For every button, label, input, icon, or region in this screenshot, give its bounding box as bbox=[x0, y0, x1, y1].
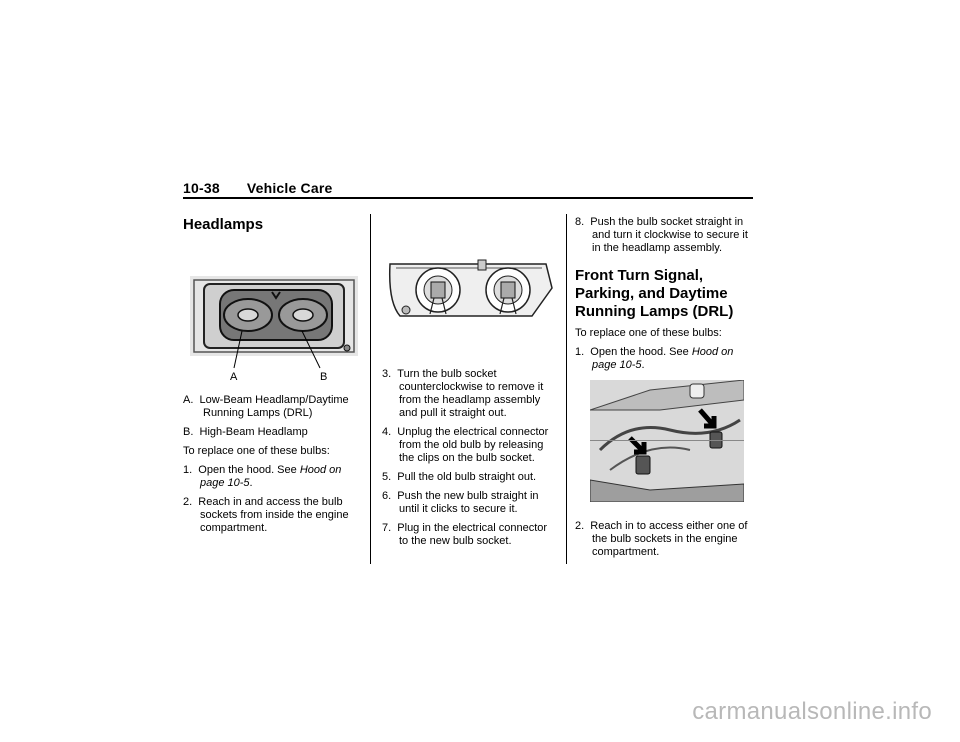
step-1: 1. Open the hood. See Hood on page 10-5. bbox=[183, 464, 342, 489]
watermark: carmanualsonline.info bbox=[692, 698, 932, 725]
header-rule bbox=[183, 197, 753, 199]
page-number: 10-38 bbox=[183, 180, 220, 196]
step-3: 3. Turn the bulb socket counterclockwise to remove it from the headlamp assembly and pull it straight out. bbox=[382, 368, 544, 419]
turn-signal-heading: Front Turn Signal, Parking, and Daytime Running Lamps (DRL) bbox=[575, 267, 734, 320]
hood-link-2[interactable]: Hood on page 10-5 bbox=[592, 346, 734, 371]
section-title: Vehicle Care bbox=[246, 180, 333, 196]
turn-signal-figure bbox=[590, 380, 744, 502]
step-5: 5. Pull the old bulb straight out. bbox=[382, 471, 537, 483]
column-3 bbox=[575, 216, 755, 372]
step-2: 2. Reach in and access the bulb sockets from inside the engine compartment. bbox=[183, 496, 349, 534]
intro-text-2: To replace one of these bulbs: bbox=[575, 327, 722, 339]
headlamps-heading: Headlamps bbox=[183, 216, 264, 233]
column-3-bottom bbox=[575, 520, 755, 559]
legend-b: B. High-Beam Headlamp bbox=[183, 426, 308, 438]
headlamp-figure bbox=[190, 276, 358, 386]
headlamp-assembly-figure bbox=[382, 258, 554, 324]
legend-a: A. Low-Beam Headlamp/Daytime Running Lamps (DRL) bbox=[183, 394, 349, 419]
step-8: 8. Push the bulb socket straight in and turn it clockwise to secure it in the headlamp assembly. bbox=[575, 216, 748, 254]
column-1-body bbox=[183, 394, 358, 535]
column-2 bbox=[382, 368, 554, 548]
step-4: 4. Unplug the electrical connector from the old bulb by releasing the clips on the bulb socket. bbox=[382, 426, 549, 464]
callout-label-b: B bbox=[320, 371, 328, 383]
step-6: 6. Push the new bulb straight in until it clicks to secure it. bbox=[382, 490, 539, 515]
column-divider-2 bbox=[566, 214, 567, 564]
page-header bbox=[183, 180, 333, 196]
callout-label-a: A bbox=[230, 371, 238, 383]
hood-link[interactable]: Hood on page 10-5 bbox=[200, 464, 342, 489]
turn-signal-socket bbox=[636, 456, 650, 474]
step-1b: 1. Open the hood. See Hood on page 10-5. bbox=[575, 346, 734, 371]
column-1 bbox=[183, 216, 358, 234]
step-2b: 2. Reach in to access either one of the bulb sockets in the engine compartment. bbox=[575, 520, 748, 558]
intro-text: To replace one of these bulbs: bbox=[183, 445, 330, 457]
column-divider-1 bbox=[370, 214, 371, 564]
step-7: 7. Plug in the electrical connector to the new bulb socket. bbox=[382, 522, 548, 547]
